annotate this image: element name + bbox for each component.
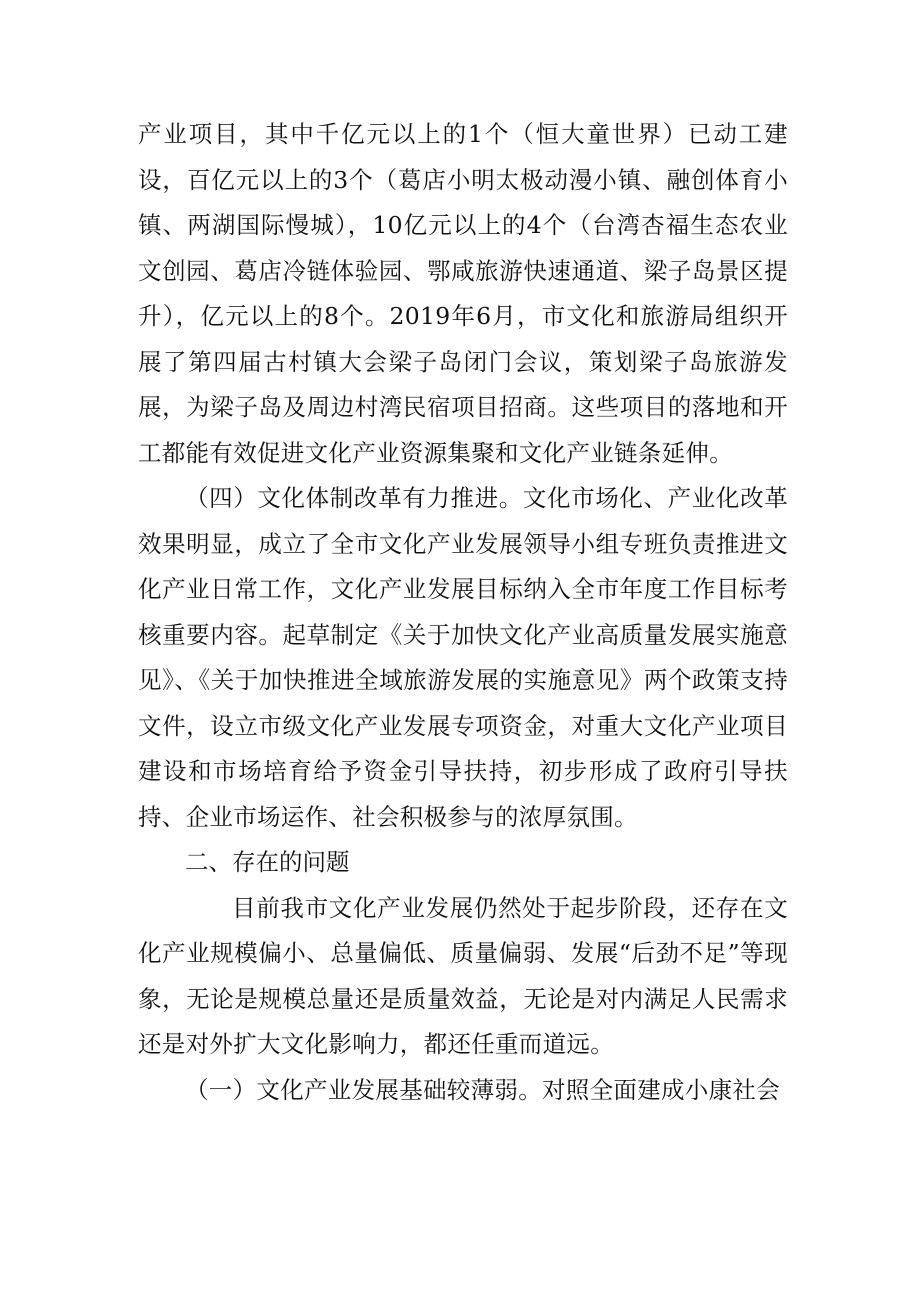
paragraph-weak-foundation: （一）文化产业发展基础较薄弱。对照全面建成小康社会	[185, 1075, 780, 1104]
section-heading-problems: 二、存在的问题	[185, 848, 350, 876]
paragraph-current-status: 目前我市文化产业发展仍然处于起步阶段，还存在文化产业规模偏小、总量偏低、质量偏弱、发展“后劲不足”等现象，无论是规模总量还是质量效益，无论是对内满足人民需求还是对外扩大文化影响力，都还任重而道远。	[138, 893, 788, 1058]
paragraph-project-list: 产业项目，其中千亿元以上的1个（恒大童世界）已动工建设，百亿元以上的3个（葛店小明太极动漫小镇、融创体育小镇、两湖国际慢城），10亿元以上的4个（台湾杏福生态农业文创园、葛店冷链体验园、鄂咸旅游快速通道、梁子岛景区提升），亿元以上的8个。2019年6月，市文化和旅游局组织开展了第四届古村镇大会梁子岛闭门会议，策划梁子岛旅游发展，为梁子岛及周边村湾民宿项目招商。这些项目的落地和开工都能有效促进文化产业资源集聚和文化产业链条延伸。	[138, 120, 788, 467]
paragraph-reform-progress: （四）文化体制改革有力推进。文化市场化、产业化改革效果明显，成立了全市文化产业发展领导小组专班负责推进文化产业日常工作，文化产业发展目标纳入全市年度工作目标考核重要内容。起草制定《关于加快文化产业高质量发展实施意见》、《关于加快推进全域旅游发展的实施意见》两个政策支持文件，设立市级文化产业发展专项资金，对重大文化产业项目建设和市场培育给予资金引导扶持，初步形成了政府引导扶持、企业市场运作、社会积极参与的浓厚氛围。	[138, 484, 788, 831]
document-body	[138, 112, 788, 1113]
